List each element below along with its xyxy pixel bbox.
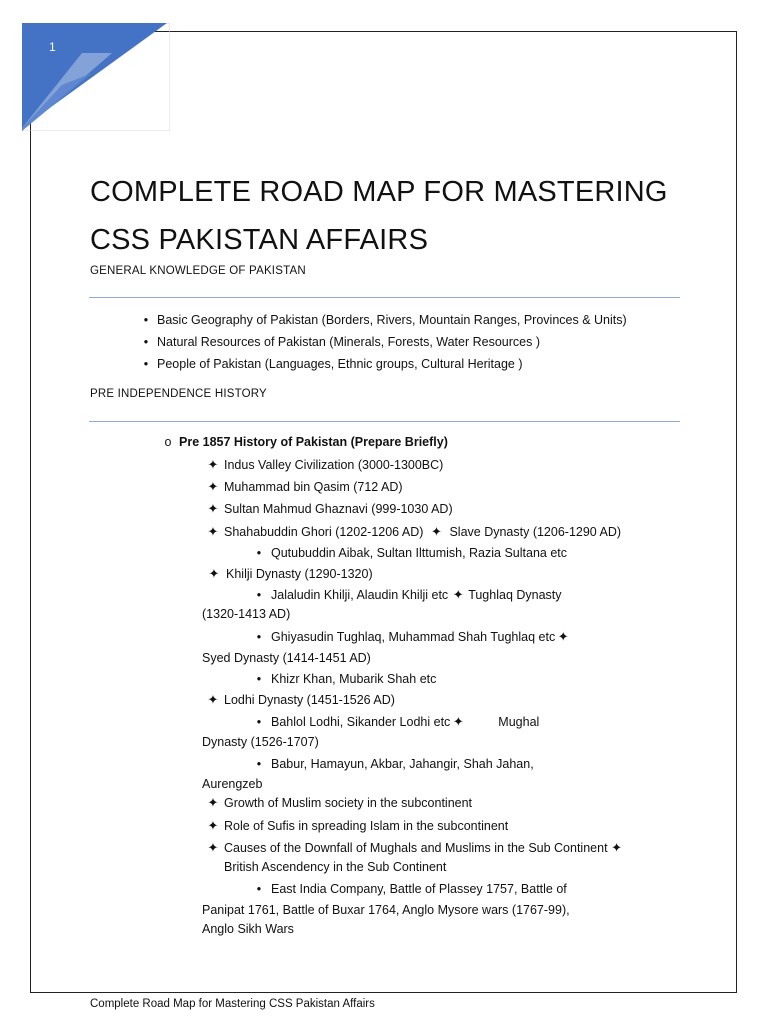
list-item: ✦ Lodhi Dynasty (1451-1526 AD) (202, 692, 395, 708)
star-bullet-icon: ✦ (557, 629, 569, 644)
bullet-icon: • (143, 357, 149, 371)
bullet-icon: • (256, 588, 262, 602)
list-item: ✦ Growth of Muslim society in the subcontinent (202, 795, 472, 811)
bullet-icon: • (256, 630, 262, 644)
page-number: 1 (49, 40, 56, 54)
title-line-2: CSS PAKISTAN AFFAIRS (90, 224, 429, 256)
list-item: • Khizr Khan, Mubarik Shah etc (247, 671, 436, 687)
list-item: ✦ Sultan Mahmud Ghaznavi (999-1030 AD) (202, 501, 453, 517)
page-title (90, 168, 668, 264)
list-item: • People of Pakistan (Languages, Ethnic groups, Cultural Heritage ) (135, 356, 523, 372)
star-bullet-icon: ✦ (207, 457, 219, 472)
list-item-continuation: Panipat 1761, Battle of Buxar 1764, Anglo Mysore wars (1767-99), (202, 903, 570, 917)
list-item: • East India Company, Battle of Plassey 1757, Battle of (247, 881, 567, 897)
bullet-icon: • (256, 546, 262, 560)
list-item: ✦ Muhammad bin Qasim (712 AD) (202, 479, 403, 495)
section-heading-general-knowledge: GENERAL KNOWLEDGE OF PAKISTAN (90, 265, 306, 277)
list-item: • Qutubuddin Aibak, Sultan Ilttumish, Razia Sultana etc (247, 545, 567, 561)
star-bullet-icon: ✦ (452, 587, 464, 602)
bullet-icon: • (256, 882, 262, 896)
list-item-continuation: Syed Dynasty (1414-1451 AD) (202, 651, 371, 665)
circle-bullet-icon: o (164, 435, 172, 449)
star-bullet-icon: ✦ (452, 714, 464, 729)
star-bullet-icon: ✦ (431, 524, 442, 539)
title-line-1: COMPLETE ROAD MAP FOR MASTERING (90, 176, 668, 208)
page-footer: Complete Road Map for Mastering CSS Pakistan Affairs (90, 998, 375, 1010)
star-bullet-icon: ✦ (207, 840, 219, 855)
section-divider (89, 297, 680, 298)
star-bullet-icon: ✦ (611, 840, 622, 855)
list-item-continuation: (1320-1413 AD) (202, 607, 291, 621)
star-bullet-icon: ✦ (207, 479, 219, 494)
list-item-continuation: Dynasty (1526-1707) (202, 735, 319, 749)
star-bullet-icon: ✦ (207, 692, 219, 707)
bullet-icon: • (143, 335, 149, 349)
section-divider (89, 421, 680, 422)
star-bullet-icon: ✦ (207, 501, 219, 516)
star-bullet-icon: ✦ (207, 524, 219, 539)
section-heading-pre-independence: PRE INDEPENDENCE HISTORY (90, 388, 267, 400)
list-item: ✦ Shahabuddin Ghori (1202-1206 AD) ✦ Slave Dynasty (1206-1290 AD) (202, 524, 621, 540)
bullet-icon: • (143, 313, 149, 327)
list-item: ✦ Indus Valley Civilization (3000-1300BC) (202, 457, 443, 473)
star-bullet-icon: ✦ (207, 818, 219, 833)
list-item: • Ghiyasudin Tughlaq, Muhammad Shah Tughlaq etc ✦ (247, 629, 571, 645)
corner-decoration (22, 23, 170, 131)
list-item-continuation: Aurengzeb (202, 777, 263, 791)
list-item-continuation: Anglo Sikh Wars (202, 922, 294, 936)
star-bullet-icon: ✦ (207, 795, 219, 810)
list-item: • Basic Geography of Pakistan (Borders, Rivers, Mountain Ranges, Provinces & Units) (135, 312, 627, 328)
bullet-icon: • (256, 715, 262, 729)
list-item: • Bahlol Lodhi, Sikander Lodhi etc ✦ Mughal (247, 714, 539, 730)
list-item: ✦ Role of Sufis in spreading Islam in the subcontinent (202, 818, 508, 834)
bullet-icon: • (256, 672, 262, 686)
list-item-continuation: British Ascendency in the Sub Continent (224, 860, 447, 874)
list-item: • Natural Resources of Pakistan (Minerals, Forests, Water Resources ) (135, 334, 540, 350)
list-item: ✦ Khilji Dynasty (1290-1320) (202, 566, 373, 582)
star-bullet-icon: ✦ (208, 566, 220, 581)
bullet-icon: • (256, 757, 262, 771)
list-item: • Babur, Hamayun, Akbar, Jahangir, Shah Jahan, (247, 756, 534, 772)
sub-heading: o Pre 1857 History of Pakistan (Prepare Briefly) (157, 434, 448, 450)
list-item: • Jalaludin Khilji, Alaudin Khilji etc ✦ Tughlaq Dynasty (247, 587, 562, 603)
list-item: ✦ Causes of the Downfall of Mughals and Muslims in the Sub Continent ✦ (202, 840, 626, 856)
